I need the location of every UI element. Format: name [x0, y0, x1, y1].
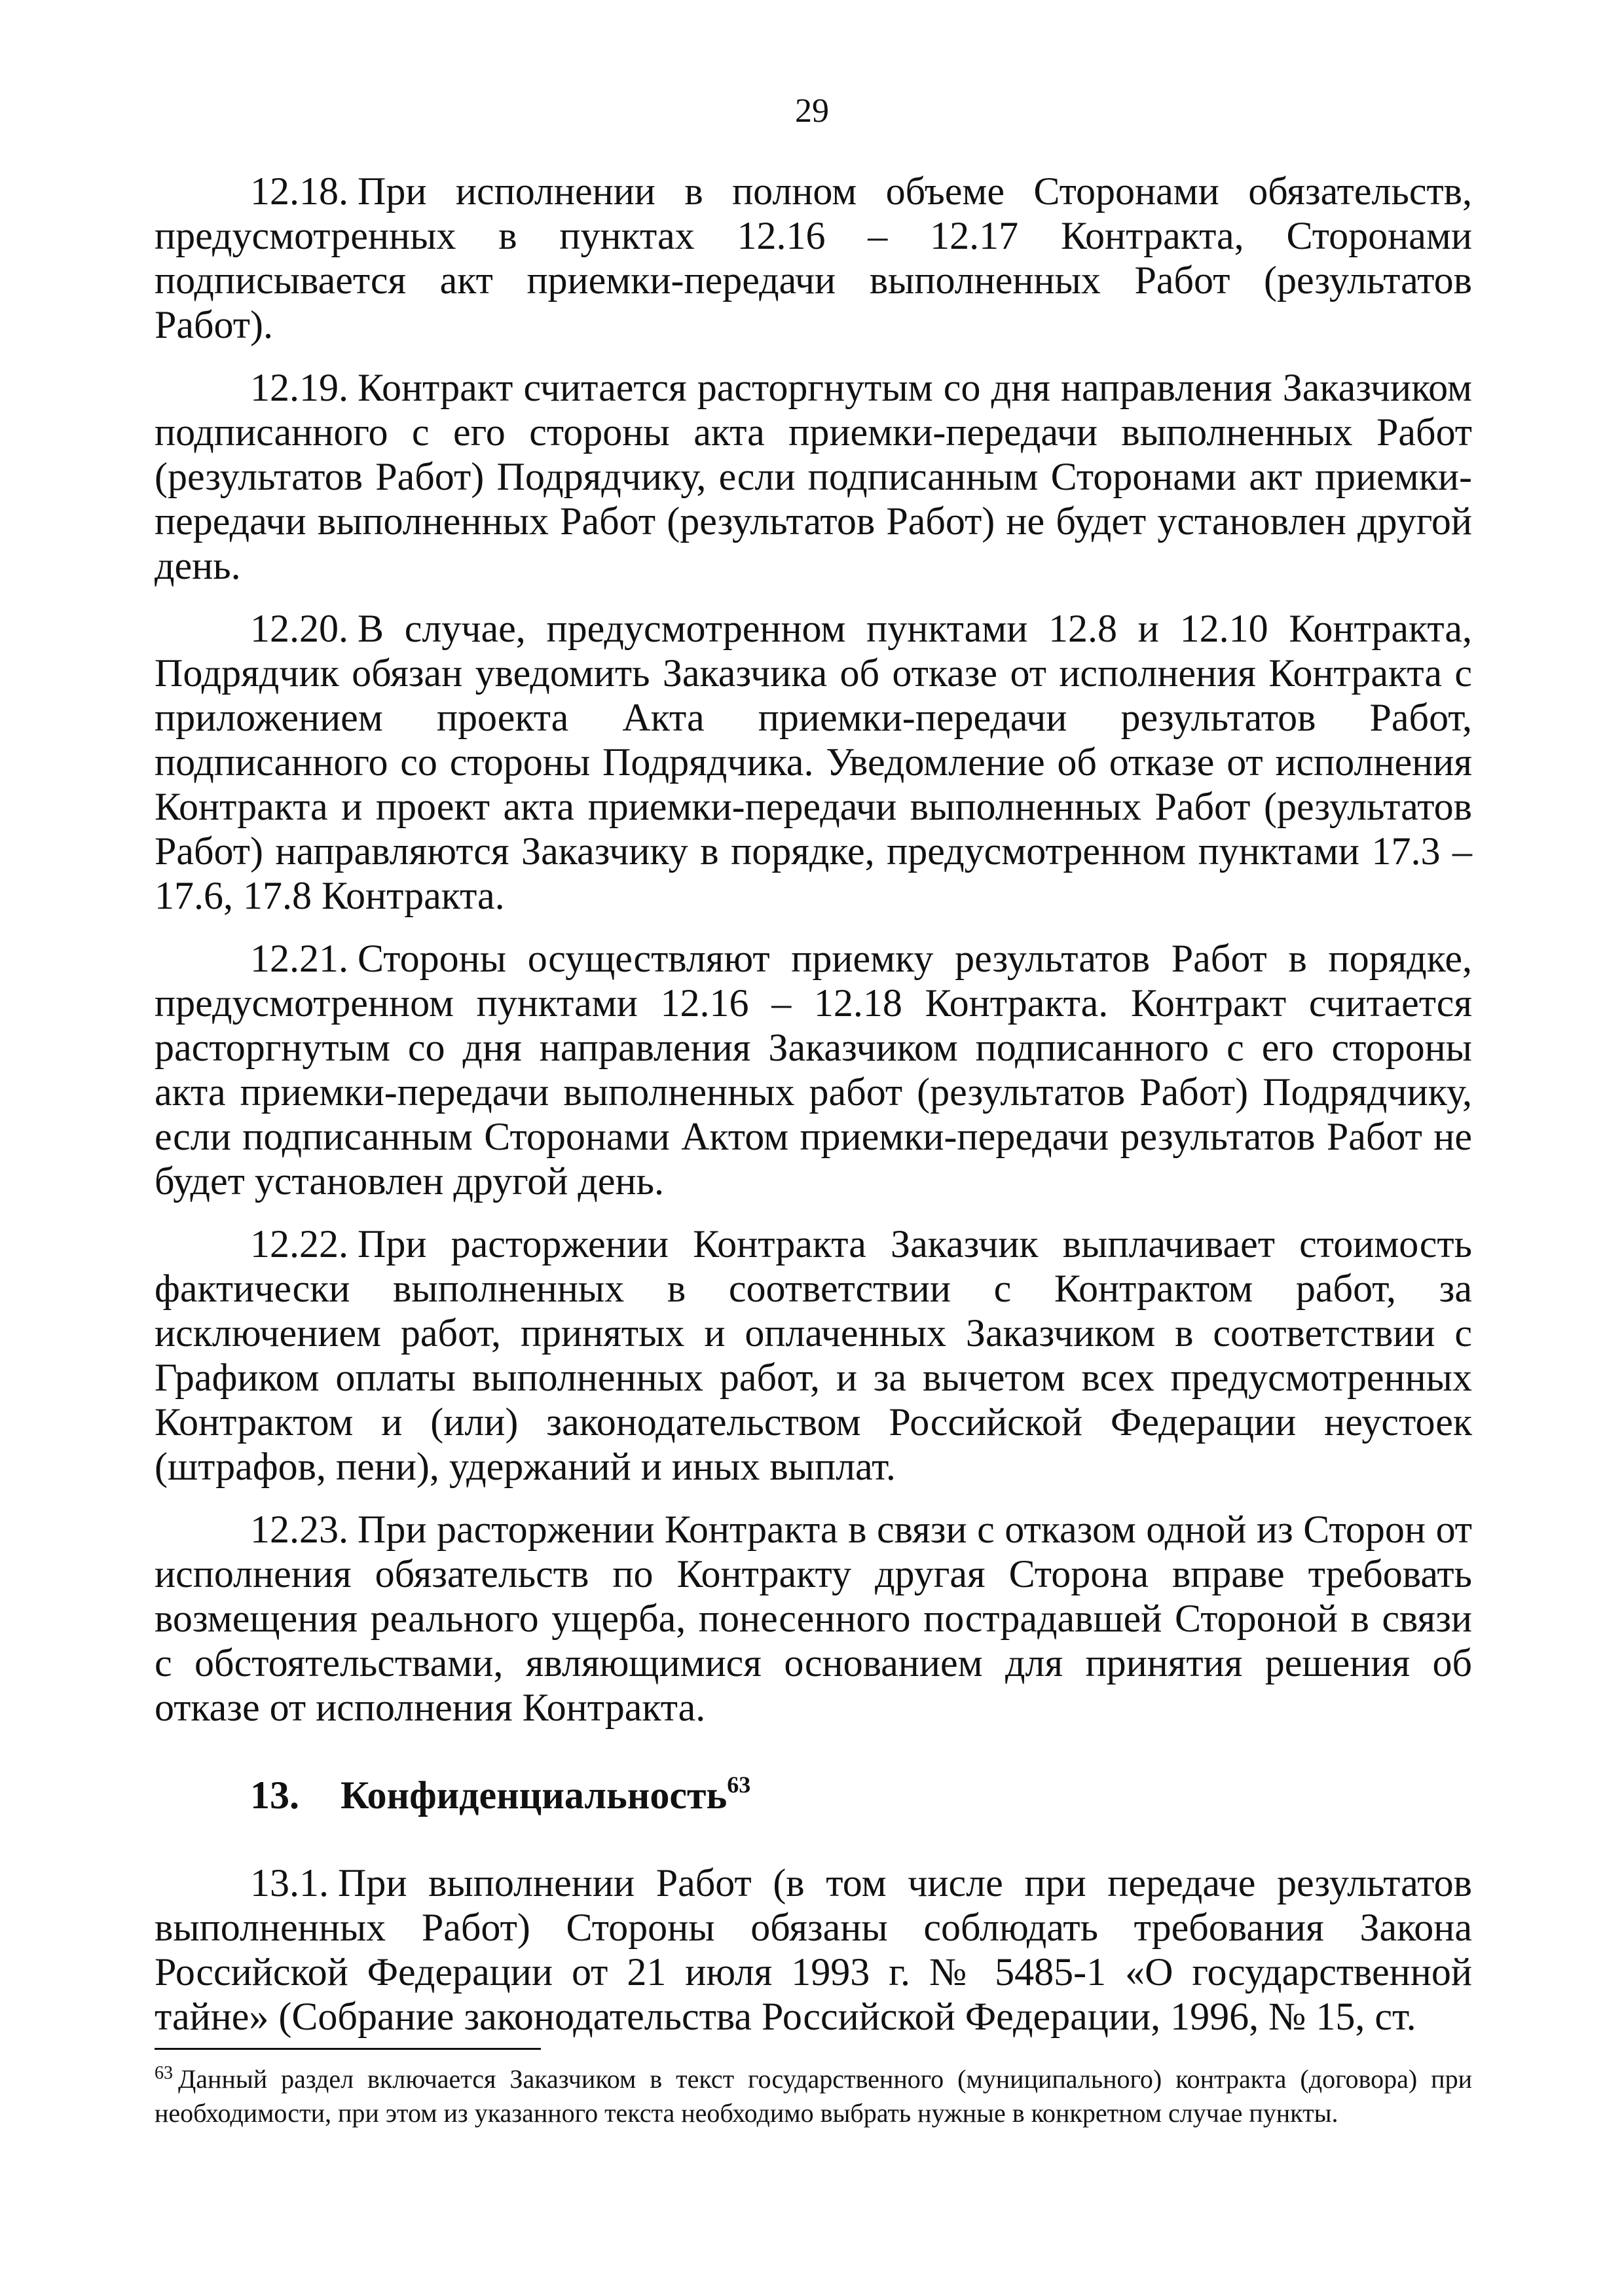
paragraph-12-20: [155, 606, 1472, 918]
clause-text: Стороны осуществляют приемку результатов Работ в порядке, предусмотренном пунктами 12.16 – 12.18 Контракта. Контракт считается расторгнутым со дня направления Заказчиком подписанного с его стороны акта приемки-передачи выполненных работ (результатов Работ) Подрядчику, если подписанным Сторонами Актом приемки-передачи результатов Работ не будет установлен другой день.: [155, 937, 1472, 1203]
paragraph-12-23: [155, 1507, 1472, 1730]
footnote-divider: [155, 2048, 541, 2050]
footnote: [155, 2062, 1472, 2130]
clause-text: При выполнении Работ (в том числе при передаче результатов выполненных Работ) Стороны обязаны соблюдать требования Закона Российской Федерации от 21 июля 1993 г. № 5485-1 «О государственной тайне» (Собрание законодательства Российской Федерации, 1996, № 15, ст.: [155, 1861, 1472, 2038]
paragraph-12-22: [155, 1222, 1472, 1489]
clause-text: В случае, предусмотренном пунктами 12.8 и 12.10 Контракта, Подрядчик обязан уведомить Заказчика об отказе от исполнения Контракта с приложением проекта Акта приемки-передачи результатов Работ, подписанного со стороны Подрядчика. Уведомление об отказе от исполнения Контракта и проект акта приемки-передачи выполненных Работ (результатов Работ) направляются Заказчику в порядке, предусмотренном пунктами 17.3 – 17.6, 17.8 Контракта.: [155, 607, 1472, 917]
paragraph-12-19: [155, 365, 1472, 588]
section-title: Конфиденциальность: [341, 1774, 728, 1817]
clause-number: 12.21.: [250, 937, 348, 980]
clause-text: Контракт считается расторгнутым со дня направления Заказчиком подписанного с его стороны акта приемки-передачи выполненных Работ (результатов Работ) Подрядчику, если подписанным Сторонами акт приемки-передачи выполненных Работ (результатов Работ) не будет установлен другой день.: [155, 366, 1472, 587]
paragraph-12-21: [155, 936, 1472, 1203]
footnote-marker: 63: [155, 2063, 173, 2083]
clause-number: 12.20.: [250, 607, 348, 650]
paragraph-13-1: [155, 1861, 1472, 2039]
clause-number: 12.19.: [250, 366, 348, 409]
clause-number: 12.22.: [250, 1222, 348, 1266]
section-number: 13.: [250, 1774, 299, 1817]
footnote-text: Данный раздел включается Заказчиком в текст государственного (муниципального) контракта (договора) при необходимости, при этом из указанного текста необходимо выбрать нужные в конкретном случае пункты.: [155, 2064, 1472, 2128]
section-heading: [155, 1773, 1472, 1817]
page-number: 29: [795, 92, 829, 130]
paragraph-12-18: [155, 169, 1472, 347]
clause-number: 12.23.: [250, 1508, 348, 1551]
clause-number: 12.18.: [250, 170, 348, 213]
clause-text: При исполнении в полном объеме Сторонами обязательств, предусмотренных в пунктах 12.16 – 12.17 Контракта, Сторонами подписывается акт приемки-передачи выполненных Работ (результатов Работ).: [155, 170, 1472, 346]
clause-text: При расторжении Контракта в связи с отказом одной из Сторон от исполнения обязательств по Контракту другая Сторона вправе требовать возмещения реального ущерба, понесенного пострадавшей Стороной в связи с обстоятельствами, являющимися основанием для принятия решения об отказе от исполнения Контракта.: [155, 1508, 1472, 1729]
clause-text: При расторжении Контракта Заказчик выплачивает стоимость фактически выполненных в соответствии с Контрактом работ, за исключением работ, принятых и оплаченных Заказчиком в соответствии с Графиком оплаты выполненных работ, и за вычетом всех предусмотренных Контрактом и (или) законодательством Российской Федерации неустоек (штрафов, пени), удержаний и иных выплат.: [155, 1222, 1472, 1488]
document-body: [155, 169, 1472, 2057]
clause-number: 13.1.: [250, 1861, 329, 1904]
footnote-reference: 63: [727, 1772, 751, 1798]
